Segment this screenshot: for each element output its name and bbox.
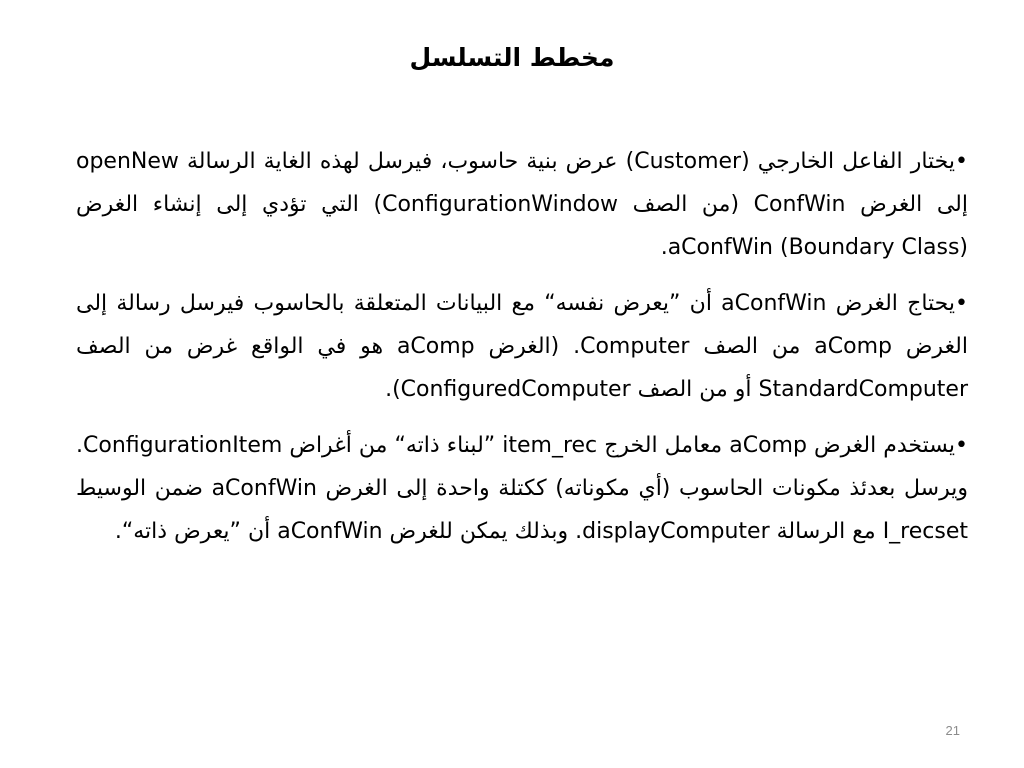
slide-title: مخطط التسلسل <box>409 43 615 72</box>
bullet-paragraph-1 <box>76 140 968 269</box>
paragraph-text: يختار الفاعل الخارجي (Customer) عرض بنية حاسوب، فيرسل لهذه الغاية الرسالة openNew إلى الغرض ConfWin (من الصف ConfigurationWindow) التي تؤدي إلى إنشاء الغرض aConfWin (Boundary Class). <box>76 149 968 260</box>
bullet-paragraph-2 <box>76 282 968 411</box>
paragraph-text: يحتاج الغرض aConfWin أن ”يعرض نفسه“ مع البيانات المتعلقة بالحاسوب فيرسل رسالة إلى الغرض aComp من الصف Computer. (الغرض aComp هو في الواقع غرض من الصف StandardComputer أو من الصف ConfiguredComputer). <box>76 291 968 402</box>
bullet-icon: • <box>955 149 968 174</box>
page-number: 21 <box>945 723 960 738</box>
slide-body <box>76 140 968 566</box>
paragraph-text: يستخدم الغرض aComp معامل الخرج item_rec ”لبناء ذاته“ من أغراض ConfigurationItem. ويرسل بعدئذ مكونات الحاسوب (أي مكوناته) ككتلة واحدة إلى الغرض aConfWin ضمن الوسيط I_recset مع الرسالة displayComputer. وبذلك يمكن للغرض aConfWin أن ”يعرض ذاته“. <box>76 433 968 544</box>
bullet-icon: • <box>955 291 968 316</box>
bullet-paragraph-3 <box>76 424 968 553</box>
bullet-icon: • <box>955 433 968 458</box>
